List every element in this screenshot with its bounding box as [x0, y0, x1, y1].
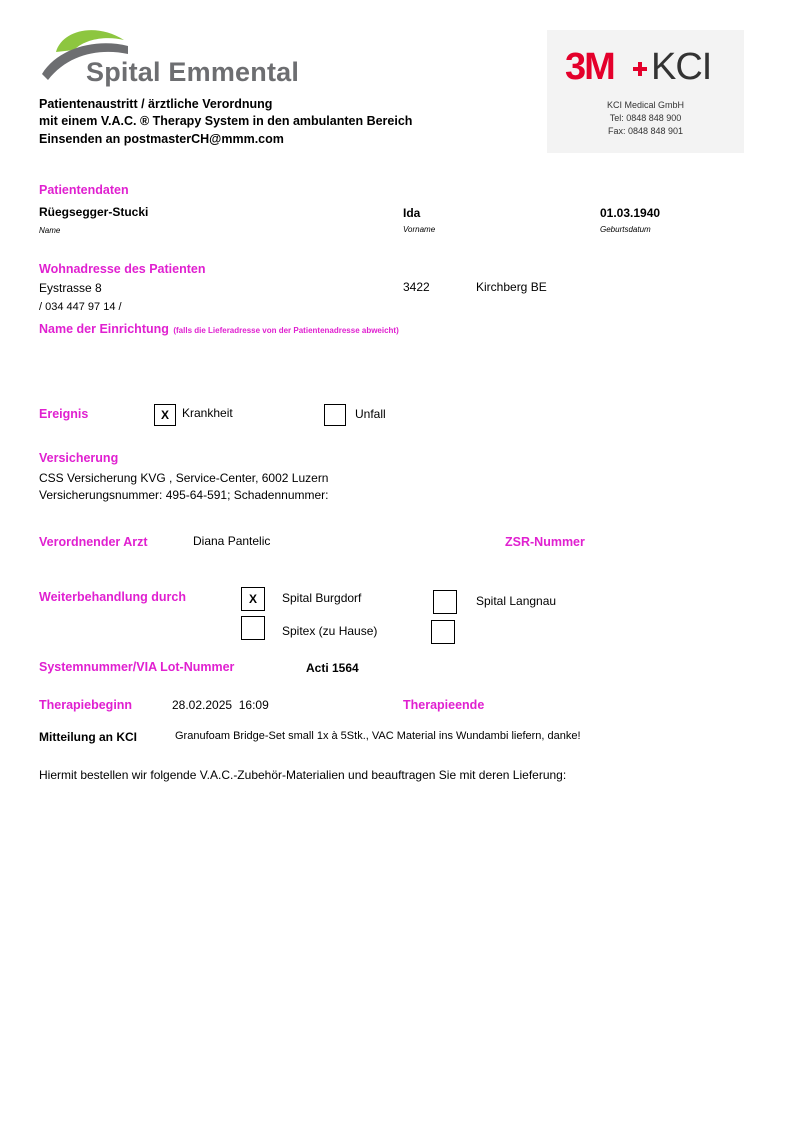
brand-3m: 3M — [565, 46, 614, 88]
patientendaten-label: Patientendaten — [39, 183, 129, 197]
spital-langnau-label: Spital Langnau — [476, 594, 557, 608]
other-option-checkbox[interactable] — [431, 620, 455, 644]
kci-fax: Fax: 0848 848 901 — [607, 126, 684, 136]
versicherung-label: Versicherung — [39, 451, 119, 465]
wohnadresse-label: Wohnadresse des Patienten — [39, 262, 206, 276]
unfall-checkbox[interactable] — [324, 404, 346, 426]
kci-company: KCI Medical GmbH — [606, 100, 685, 110]
patient-name-caption: Name — [39, 226, 61, 235]
form-title-line2: mit einem V.A.C. ® Therapy System in den ambulanten Bereich — [39, 114, 413, 128]
versicherung-line1: CSS Versicherung KVG , Service-Center, 6002 Luzern — [39, 471, 329, 485]
kci-logo-block — [547, 30, 744, 153]
einrichtung-row — [39, 320, 399, 338]
unfall-label: Unfall — [355, 407, 386, 421]
arzt-label: Verordnender Arzt — [39, 535, 148, 549]
spital-langnau-checkbox[interactable] — [433, 590, 457, 614]
form-title-line1: Patientenaustritt / ärztliche Verordnung — [39, 97, 273, 111]
address-street: Eystrasse 8 — [39, 281, 102, 295]
systemnummer-label: Systemnummer/VIA Lot-Nummer — [39, 660, 235, 674]
patient-name: Rüegsegger-Stucki — [39, 205, 149, 219]
patient-vorname-caption: Vorname — [403, 225, 436, 234]
mitteilung-text: Granufoam Bridge-Set small 1x à 5Stk., VAC Material ins Wundambi liefern, danke! — [175, 730, 581, 742]
patient-vorname: Ida — [403, 206, 421, 220]
einrichtung-label: Name der Einrichtung — [39, 322, 169, 336]
spital-burgdorf-label: Spital Burgdorf — [282, 591, 362, 605]
einrichtung-note: (falls die Lieferadresse von der Patientenadresse abweicht) — [173, 326, 399, 335]
versicherung-line2: Versicherungsnummer: 495-64-591; Schadennummer: — [39, 488, 329, 502]
therapieende-label: Therapieende — [403, 698, 485, 712]
patient-geburtsdatum: 01.03.1940 — [600, 206, 661, 220]
mitteilung-label: Mitteilung an KCI — [39, 730, 137, 744]
arzt-name: Diana Pantelic — [193, 534, 271, 548]
spital-burgdorf-checkbox[interactable]: X — [241, 587, 265, 611]
address-plz: 3422 — [403, 280, 430, 294]
plus-icon — [633, 62, 647, 76]
address-phone: / 034 447 97 14 / — [39, 301, 122, 313]
form-title-line3: Einsenden an postmasterCH@mmm.com — [39, 132, 284, 146]
spitex-label: Spitex (zu Hause) — [282, 624, 378, 638]
systemnummer-value: Acti 1564 — [306, 661, 359, 675]
zsr-label: ZSR-Nummer — [505, 535, 585, 549]
bestellung-text: Hiermit bestellen wir folgende V.A.C.-Zubehör-Materialien und beauftragen Sie mit deren Lieferung: — [39, 768, 567, 782]
spital-emmental-logo-text: Spital Emmental — [86, 57, 300, 87]
kci-brand — [565, 44, 725, 88]
therapiebeginn-value: 28.02.2025 16:09 — [172, 698, 269, 712]
spitex-checkbox[interactable] — [241, 616, 265, 640]
patient-geburtsdatum-caption: Geburtsdatum — [600, 225, 651, 234]
krankheit-label: Krankheit — [182, 406, 233, 420]
address-city: Kirchberg BE — [476, 280, 547, 294]
brand-kci: KCI — [651, 46, 712, 88]
krankheit-checkbox[interactable]: X — [154, 404, 176, 426]
therapiebeginn-label: Therapiebeginn — [39, 698, 133, 712]
kci-tel: Tel: 0848 848 900 — [609, 113, 682, 123]
weiterbehandlung-label: Weiterbehandlung durch — [39, 590, 186, 604]
ereignis-label: Ereignis — [39, 407, 89, 421]
